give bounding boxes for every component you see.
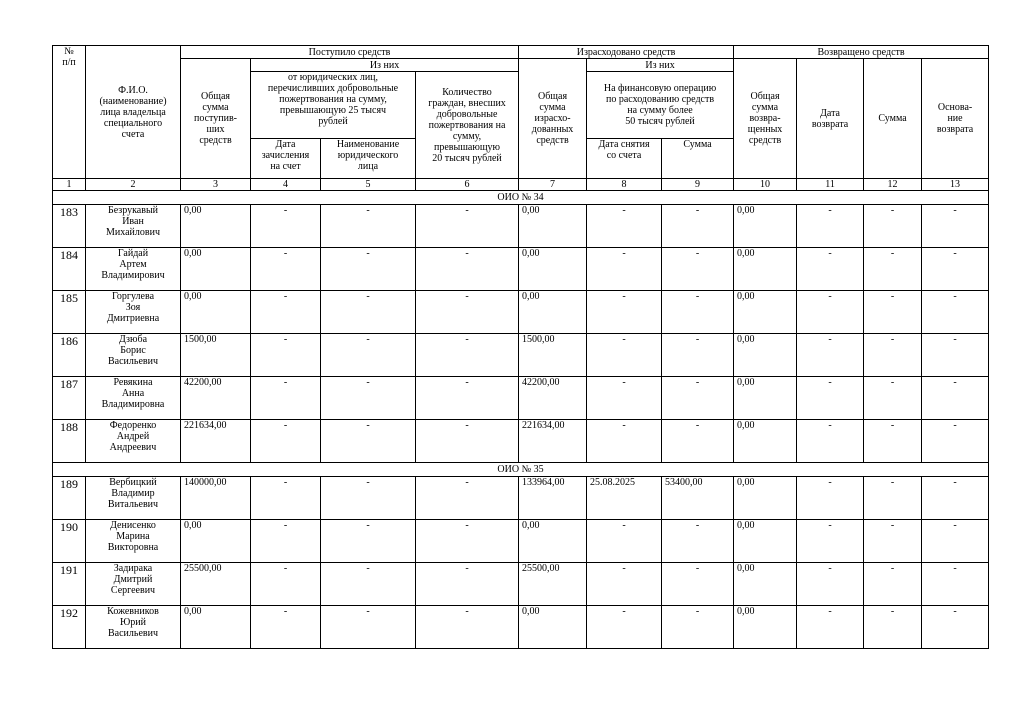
table-cell: -	[922, 248, 989, 291]
table-cell: -	[922, 334, 989, 377]
owner-name: Денисенко Марина Викторовна	[86, 520, 181, 563]
table-cell: -	[797, 606, 864, 649]
header-return-date: Дата возврата	[797, 59, 864, 179]
table-cell: -	[321, 420, 416, 463]
table-cell: -	[797, 477, 864, 520]
table-row	[53, 377, 989, 420]
owner-name: Задирака Дмитрий Сергеевич	[86, 563, 181, 606]
table-cell: -	[587, 420, 662, 463]
table-cell: -	[797, 291, 864, 334]
table-cell: -	[416, 334, 519, 377]
table-cell: -	[251, 520, 321, 563]
table-cell: -	[662, 205, 734, 248]
owner-name: Гайдай Артем Владимирович	[86, 248, 181, 291]
table-row	[53, 606, 989, 649]
table-row	[53, 248, 989, 291]
table-cell: 0,00	[734, 563, 797, 606]
table-cell: 25500,00	[181, 563, 251, 606]
table-cell: -	[321, 205, 416, 248]
table-row	[53, 520, 989, 563]
table-cell: -	[251, 248, 321, 291]
table-cell: -	[587, 377, 662, 420]
table-cell: -	[321, 377, 416, 420]
table-cell: -	[587, 563, 662, 606]
header-legal-name: Наименование юридического лица	[321, 139, 416, 179]
table-cell: -	[321, 248, 416, 291]
column-number: 13	[922, 179, 989, 191]
column-number: 10	[734, 179, 797, 191]
table-cell: -	[321, 520, 416, 563]
table-cell: -	[662, 334, 734, 377]
table-cell: -	[864, 606, 922, 649]
table-cell: 42200,00	[181, 377, 251, 420]
report-body	[53, 179, 989, 649]
table-cell: 42200,00	[519, 377, 587, 420]
header-spent: Израсходовано средств	[519, 46, 734, 59]
table-cell: -	[251, 477, 321, 520]
table-cell: 0,00	[734, 420, 797, 463]
header-total-returned: Общая сумма возвра- щенных средств	[734, 59, 797, 179]
table-cell: -	[922, 520, 989, 563]
table-cell: -	[251, 420, 321, 463]
table-cell: -	[864, 291, 922, 334]
header-of-them-received: Из них	[251, 59, 519, 72]
table-cell: -	[864, 334, 922, 377]
table-cell: 0,00	[734, 520, 797, 563]
table-row	[53, 477, 989, 520]
table-cell: -	[797, 420, 864, 463]
column-number: 4	[251, 179, 321, 191]
table-cell: 25500,00	[519, 563, 587, 606]
column-number: 7	[519, 179, 587, 191]
table-cell: 0,00	[519, 291, 587, 334]
table-cell: -	[797, 520, 864, 563]
table-cell: 221634,00	[181, 420, 251, 463]
table-cell: -	[864, 477, 922, 520]
owner-name: Дзюба Борис Васильевич	[86, 334, 181, 377]
row-index: 185	[53, 291, 86, 334]
column-number: 12	[864, 179, 922, 191]
table-cell: 0,00	[734, 334, 797, 377]
table-cell: 140000,00	[181, 477, 251, 520]
header-returned: Возвращено средств	[734, 46, 989, 59]
table-cell: -	[922, 420, 989, 463]
row-index: 189	[53, 477, 86, 520]
table-cell: -	[416, 563, 519, 606]
header-return-basis: Основа- ние возврата	[922, 59, 989, 179]
table-cell: -	[416, 420, 519, 463]
table-cell: -	[922, 563, 989, 606]
table-cell: -	[416, 377, 519, 420]
table-cell: -	[922, 477, 989, 520]
table-cell: -	[416, 205, 519, 248]
owner-name: Федоренко Андрей Андреевич	[86, 420, 181, 463]
row-index: 188	[53, 420, 86, 463]
table-cell: -	[864, 420, 922, 463]
header-total-received: Общая сумма поступив- ших средств	[181, 59, 251, 179]
table-row	[53, 205, 989, 248]
table-cell: 0,00	[734, 377, 797, 420]
column-number: 9	[662, 179, 734, 191]
table-cell: -	[797, 334, 864, 377]
table-cell: -	[587, 334, 662, 377]
table-cell: -	[662, 563, 734, 606]
column-number: 11	[797, 179, 864, 191]
header-operation-sum: Сумма	[662, 139, 734, 179]
table-cell: -	[251, 334, 321, 377]
row-index: 191	[53, 563, 86, 606]
table-cell: -	[321, 477, 416, 520]
owner-name: Вербицкий Владимир Витальевич	[86, 477, 181, 520]
owner-name: Безрукавый Иван Михайлович	[86, 205, 181, 248]
table-row	[53, 563, 989, 606]
table-cell: -	[797, 563, 864, 606]
table-cell: -	[416, 606, 519, 649]
table-cell: -	[662, 291, 734, 334]
table-cell: -	[662, 377, 734, 420]
table-cell: -	[864, 377, 922, 420]
table-row	[53, 291, 989, 334]
table-cell: -	[251, 606, 321, 649]
table-cell: 0,00	[519, 205, 587, 248]
table-cell: -	[864, 205, 922, 248]
table-cell: -	[797, 205, 864, 248]
table-cell: 133964,00	[519, 477, 587, 520]
section-title: ОИО № 34	[53, 191, 989, 205]
table-cell: -	[587, 520, 662, 563]
table-cell: -	[864, 563, 922, 606]
header-withdraw-date: Дата снятия со счета	[587, 139, 662, 179]
column-number: 6	[416, 179, 519, 191]
table-cell: 25.08.2025	[587, 477, 662, 520]
table-cell: 0,00	[734, 477, 797, 520]
row-index: 186	[53, 334, 86, 377]
table-cell: 0,00	[519, 606, 587, 649]
table-cell: -	[321, 334, 416, 377]
table-cell: -	[587, 291, 662, 334]
table-cell: -	[321, 291, 416, 334]
column-number: 3	[181, 179, 251, 191]
table-cell: -	[251, 563, 321, 606]
table-cell: -	[587, 205, 662, 248]
column-number-row	[53, 179, 989, 191]
row-index: 184	[53, 248, 86, 291]
row-index: 190	[53, 520, 86, 563]
column-number: 2	[86, 179, 181, 191]
table-cell: -	[321, 563, 416, 606]
table-cell: 0,00	[519, 248, 587, 291]
table-cell: 0,00	[181, 606, 251, 649]
header-financial-operation: На финансовую операцию по расходованию средств на сумму более 50 тысяч рублей	[587, 72, 734, 139]
row-index: 187	[53, 377, 86, 420]
table-cell: 0,00	[519, 520, 587, 563]
table-cell: -	[251, 291, 321, 334]
column-number: 5	[321, 179, 416, 191]
table-cell: 0,00	[181, 520, 251, 563]
table-cell: -	[922, 291, 989, 334]
table-cell: -	[416, 477, 519, 520]
header-received: Поступило средств	[181, 46, 519, 59]
header-return-sum: Сумма	[864, 59, 922, 179]
header-total-spent: Общая сумма израсхо- дованных средств	[519, 59, 587, 179]
header-of-them-spent: Из них	[587, 59, 734, 72]
table-cell: -	[922, 606, 989, 649]
table-cell: -	[587, 606, 662, 649]
table-cell: -	[797, 377, 864, 420]
table-cell: -	[416, 291, 519, 334]
table-cell: 53400,00	[662, 477, 734, 520]
owner-name: Ревякина Анна Владимировна	[86, 377, 181, 420]
column-number: 8	[587, 179, 662, 191]
table-cell: 0,00	[181, 291, 251, 334]
table-cell: -	[662, 606, 734, 649]
column-number: 1	[53, 179, 86, 191]
table-cell: -	[251, 205, 321, 248]
table-cell: -	[662, 420, 734, 463]
table-cell: 221634,00	[519, 420, 587, 463]
header-legal-entities: от юридических лиц, перечисливших добровольные пожертвования на сумму, превышающую 25 тысяч рублей	[251, 72, 416, 139]
row-index: 183	[53, 205, 86, 248]
table-cell: -	[922, 205, 989, 248]
table-cell: -	[587, 248, 662, 291]
owner-name: Горгулева Зоя Дмитриевна	[86, 291, 181, 334]
table-row	[53, 334, 989, 377]
table-cell: 0,00	[181, 248, 251, 291]
table-cell: -	[251, 377, 321, 420]
table-cell: -	[662, 248, 734, 291]
section-row	[53, 191, 989, 205]
table-cell: -	[662, 520, 734, 563]
table-row	[53, 420, 989, 463]
table-cell: 1500,00	[181, 334, 251, 377]
owner-name: Кожевников Юрий Васильевич	[86, 606, 181, 649]
donations-report-table	[52, 45, 989, 649]
table-cell: -	[416, 520, 519, 563]
table-cell: 0,00	[181, 205, 251, 248]
section-title: ОИО № 35	[53, 463, 989, 477]
table-cell: 1500,00	[519, 334, 587, 377]
table-cell: 0,00	[734, 205, 797, 248]
table-cell: -	[416, 248, 519, 291]
header-citizens-count: Количество граждан, внесших добровольные пожертвования на сумму, превышающую 20 тысяч рублей	[416, 72, 519, 179]
table-cell: -	[864, 248, 922, 291]
table-cell: 0,00	[734, 606, 797, 649]
header-row-number: № п/п	[53, 46, 86, 179]
table-cell: 0,00	[734, 291, 797, 334]
section-row	[53, 463, 989, 477]
table-cell: -	[922, 377, 989, 420]
header-owner-name: Ф.И.О. (наименование) лица владельца специального счета	[86, 46, 181, 179]
row-index: 192	[53, 606, 86, 649]
table-cell: -	[321, 606, 416, 649]
table-cell: 0,00	[734, 248, 797, 291]
report-sheet	[52, 45, 988, 649]
header-credit-date: Дата зачисления на счет	[251, 139, 321, 179]
table-cell: -	[864, 520, 922, 563]
table-cell: -	[797, 248, 864, 291]
